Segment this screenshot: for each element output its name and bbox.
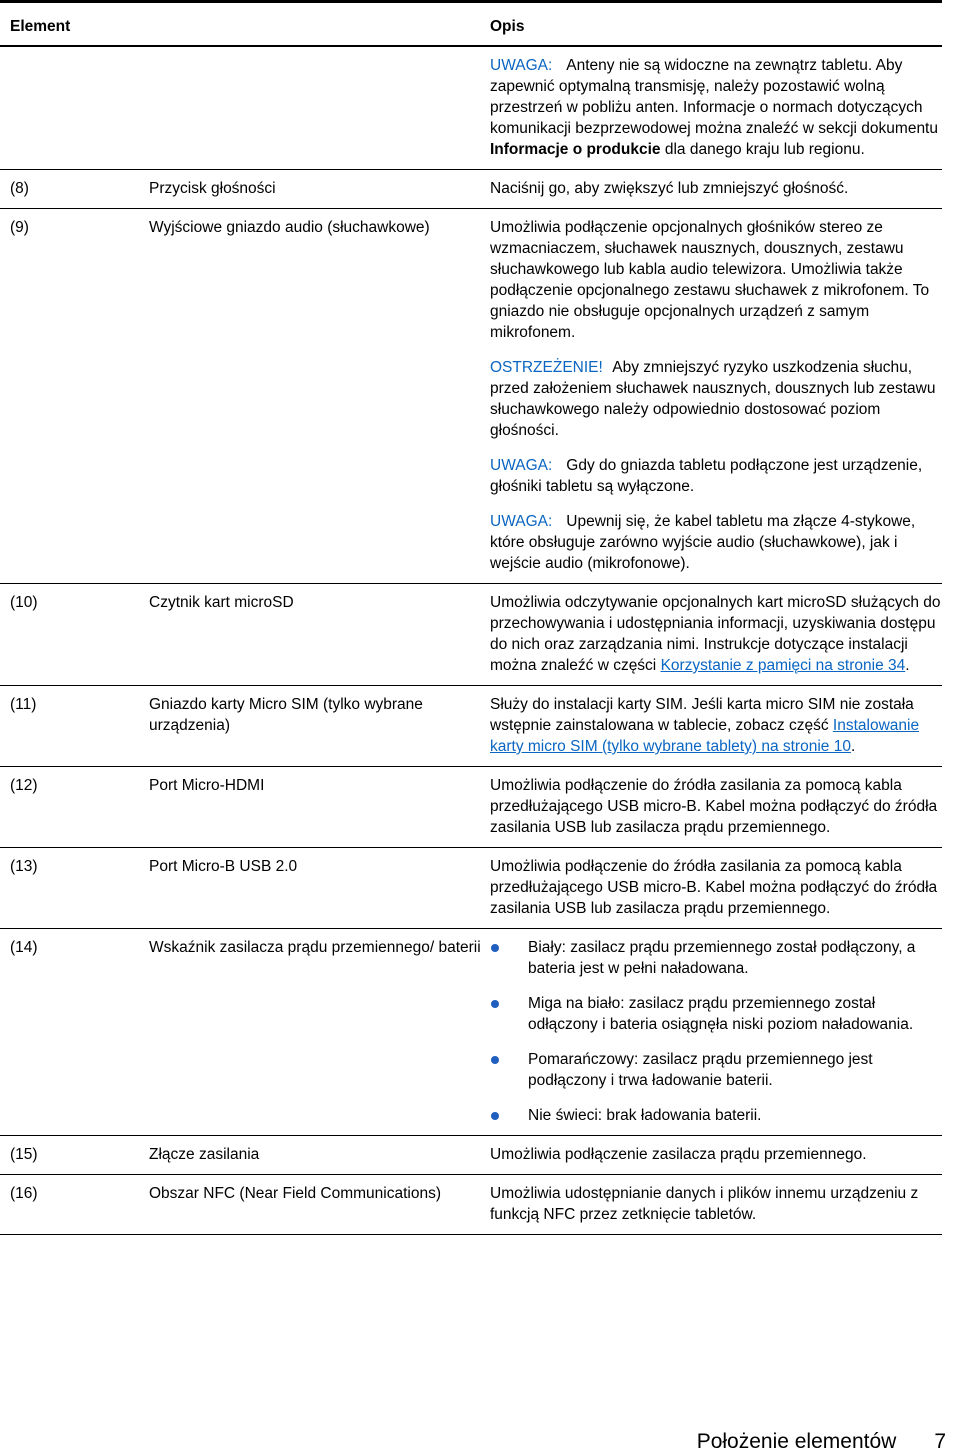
list-item: Miga na biało: zasilacz prądu przemiennego został odłączony i bateria osiągnęła niski poziom naładowania.	[490, 993, 942, 1035]
bullet-icon	[491, 944, 499, 952]
table-row-14	[0, 929, 942, 1136]
bullet-icon	[491, 1056, 499, 1064]
note-text: Anteny nie są widoczne na zewnątrz tabletu. Aby zapewnić optymalną transmisję, należy pozostawić wolną przestrzeń w pobliżu anten. Informacje o normach dotyczących komunikacji bezprzewodowej można znaleźć w sekcji dokumentu	[490, 57, 938, 137]
note-text: Upewnij się, że kabel tabletu ma złącze 4-stykowe, które obsługuje zarówno wyjście audio (słuchawkowe), jak i wejście audio (mikrofonowe).	[490, 513, 916, 572]
table-row-16	[0, 1175, 942, 1235]
warning-label: OSTRZEŻENIE!	[490, 359, 603, 376]
note-text: Gdy do gniazda tabletu podłączone jest urządzenie, głośniki tabletu są wyłączone.	[490, 457, 923, 495]
list-item: Nie świeci: brak ładowania baterii.	[490, 1105, 942, 1126]
item-name: Wyjściowe gniazdo audio (słuchawkowe)	[149, 219, 430, 236]
item-description	[490, 584, 942, 685]
note-text-end: dla danego kraju lub regionu.	[660, 141, 865, 158]
section-title: Położenie elementów	[696, 1430, 897, 1453]
item-name: Złącze zasilania	[149, 1146, 260, 1163]
item-name: Gniazdo karty Micro SIM (tylko wybrane urządzenia)	[149, 696, 423, 734]
column-header-description: Opis	[490, 18, 525, 35]
item-description	[490, 929, 942, 1135]
table-row-9	[0, 209, 942, 584]
cross-reference-link[interactable]: Korzystanie z pamięci na stronie 34	[660, 657, 906, 674]
item-description: Umożliwia udostępnianie danych i plików innemu urządzeniu z funkcją NFC przez zetknięcie tabletów.	[490, 1185, 919, 1223]
list-item: Biały: zasilacz prądu przemiennego został podłączony, a bateria jest w pełni naładowana.	[490, 937, 942, 979]
item-number: (12)	[10, 777, 38, 794]
warning-text: Aby zmniejszyć ryzyko uszkodzenia słuchu, przed założeniem słuchawek nausznych, dousznych lub zestawu słuchawkowego należy odpowiednio dostosować poziom głośności.	[490, 359, 936, 439]
status-list	[490, 937, 942, 1126]
table-row-13	[0, 848, 942, 929]
note-label: UWAGA:	[490, 513, 553, 530]
table-row-12	[0, 767, 942, 848]
item-name: Obszar NFC (Near Field Communications)	[149, 1185, 441, 1202]
item-name: Wskaźnik zasilacza prądu przemiennego/ baterii	[149, 939, 481, 956]
table-header	[0, 3, 942, 47]
item-number: (15)	[10, 1146, 38, 1163]
item-name: Czytnik kart microSD	[149, 594, 294, 611]
description-text: Umożliwia odczytywanie opcjonalnych kart microSD służących do przechowywania i udostępniania informacji, uzyskiwania dostępu do nich oraz zarządzania nimi. Instrukcje dotyczące instalacji można znaleźć w części	[490, 594, 941, 674]
item-number: (8)	[10, 180, 29, 197]
note	[490, 455, 942, 497]
item-name: Port Micro-B USB 2.0	[149, 858, 298, 875]
item-description	[490, 209, 942, 583]
note	[490, 511, 942, 574]
table-row-11	[0, 686, 942, 767]
item-name: Port Micro-HDMI	[149, 777, 265, 794]
note-label: UWAGA:	[490, 457, 553, 474]
note-label: UWAGA:	[490, 57, 553, 74]
item-number: (10)	[10, 594, 38, 611]
table-row-10	[0, 584, 942, 686]
description-text: Umożliwia podłączenie opcjonalnych głośników stereo ze wzmacniaczem, słuchawek nausznych, dousznych, zestawu słuchawkowego lub kabla audio telewizora. Umożliwia także podłączenie opcjonalnego zestawu słuchawek z mikrofonem. To gniazdo nie obsługuje opcjonalnych urządzeń z samym mikrofonem.	[490, 219, 930, 341]
description-end: .	[850, 738, 856, 755]
antenna-note	[490, 47, 942, 169]
item-number: (14)	[10, 939, 38, 956]
item-description: Umożliwia podłączenie do źródła zasilania za pomocą kabla przedłużającego USB micro-B. Kabel można podłączyć do źródła zasilania USB lub zasilacza prądu przemiennego.	[490, 777, 938, 836]
description-end: .	[905, 657, 910, 674]
warning-note	[490, 357, 942, 441]
item-number: (13)	[10, 858, 38, 875]
bullet-icon	[491, 1112, 499, 1120]
item-description	[490, 686, 942, 766]
page-footer	[697, 1430, 946, 1454]
list-item: Pomarańczowy: zasilacz prądu przemiennego jest podłączony i trwa ładowanie baterii.	[490, 1049, 942, 1091]
table-row	[0, 47, 942, 170]
item-description: Umożliwia podłączenie zasilacza prądu przemiennego.	[490, 1146, 867, 1163]
description-text: Służy do instalacji karty SIM. Jeśli karta micro SIM nie została wstępnie zainstalowana w tablecie, zobacz część	[490, 696, 914, 734]
cross-reference-link[interactable]: Instalowanie karty micro SIM (tylko wybrane tablety) na stronie 10	[490, 717, 920, 755]
item-description: Umożliwia podłączenie do źródła zasilania za pomocą kabla przedłużającego USB micro-B. Kabel można podłączyć do źródła zasilania USB lub zasilacza prądu przemiennego.	[490, 858, 938, 917]
components-table	[0, 3, 942, 1235]
item-number: (16)	[10, 1185, 38, 1202]
item-number: (9)	[10, 219, 29, 236]
table-row-15	[0, 1136, 942, 1175]
note-emphasis: Informacje o produkcie	[490, 141, 661, 158]
bullet-icon	[491, 1000, 499, 1008]
item-name: Przycisk głośności	[149, 180, 276, 197]
item-number: (11)	[10, 696, 37, 713]
column-header-element: Element	[10, 18, 71, 35]
item-description: Naciśnij go, aby zwiększyć lub zmniejszyć głośność.	[490, 180, 849, 197]
page-number: 7	[934, 1430, 946, 1453]
table-row-8	[0, 170, 942, 209]
